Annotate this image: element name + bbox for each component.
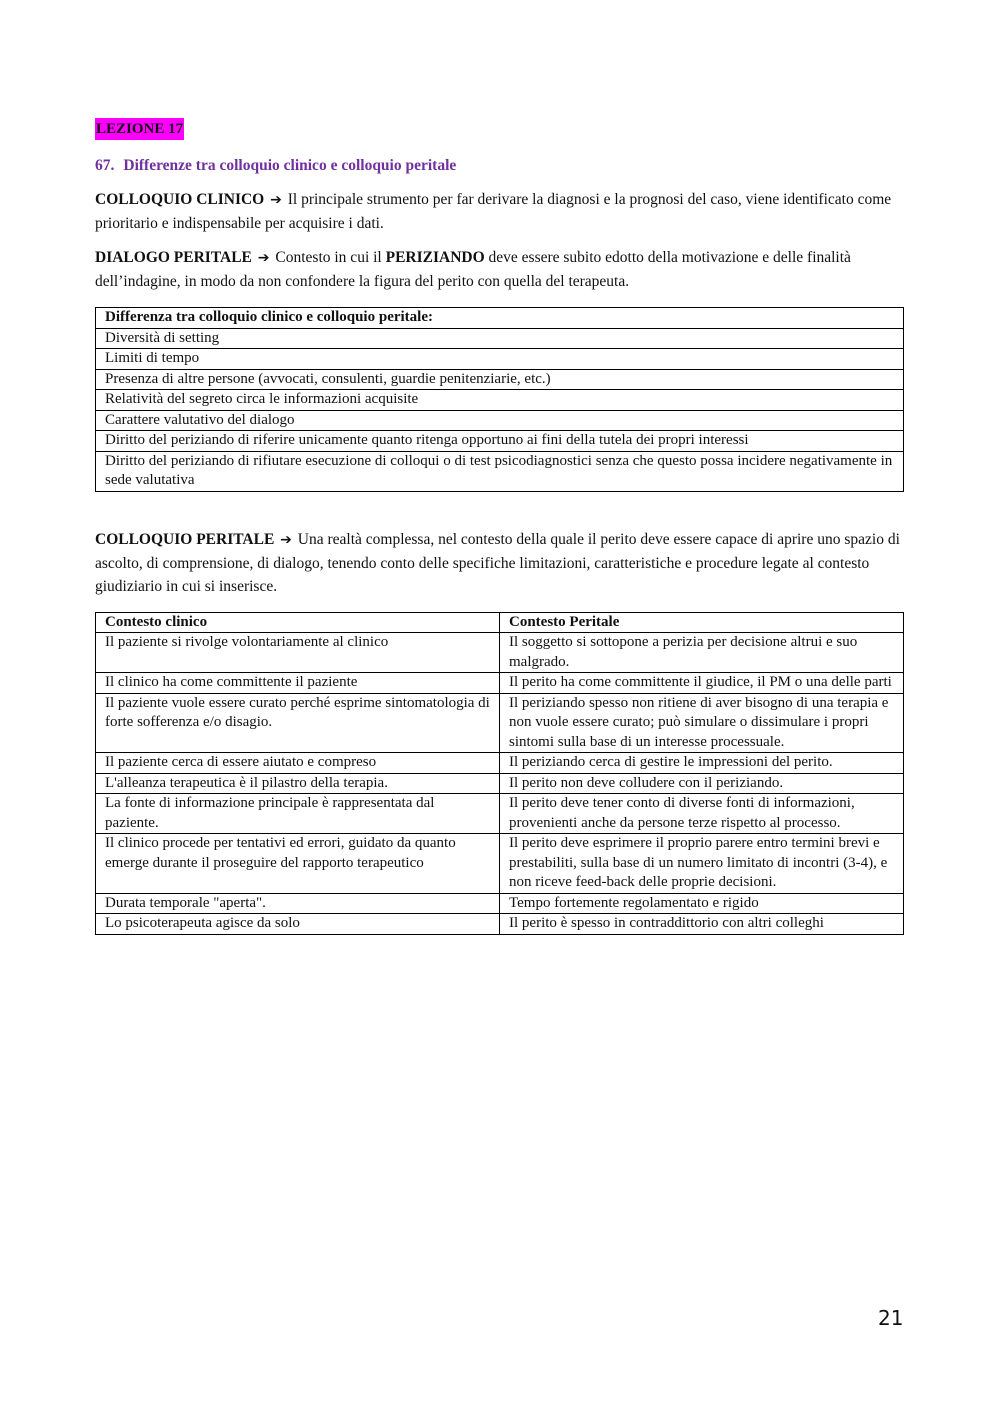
table-cell: Il periziando spesso non ritiene di aver bisogno di una terapia e non vuole essere curato; può simulare o dissimulare i propri sintomi sulla base di un interesse processuale. <box>500 693 904 753</box>
table-cell: Relatività del segreto circa le informazioni acquisite <box>96 390 904 411</box>
table-row <box>96 410 904 431</box>
table-row <box>96 390 904 411</box>
table-cell: Il perito deve esprimere il proprio parere entro termini brevi e prestabiliti, sulla base di un numero limitato di incontri (3-4), e non riceve feed-back delle proprie decisioni. <box>500 834 904 894</box>
colloquio-clinico-term: COLLOQUIO CLINICO <box>95 191 265 208</box>
dialogo-peritale-paragraph <box>95 246 904 293</box>
table-cell: L'alleanza terapeutica è il pilastro della terapia. <box>96 773 500 794</box>
table-cell: Il perito ha come committente il giudice, il PM o una delle parti <box>500 673 904 694</box>
table-row <box>96 773 904 794</box>
table-cell: Lo psicoterapeuta agisce da solo <box>96 914 500 935</box>
question-title: Differenze tra colloquio clinico e colloquio peritale <box>123 157 457 174</box>
table-cell: Il perito è spesso in contraddittorio con altri colleghi <box>500 914 904 935</box>
colloquio-clinico-paragraph <box>95 188 904 235</box>
table-header-row <box>96 612 904 633</box>
differences-table <box>95 307 904 492</box>
colloquio-peritale-paragraph <box>95 528 904 598</box>
table-row <box>96 673 904 694</box>
right-arrow-icon: ➔ <box>280 531 292 548</box>
page-content <box>95 118 904 935</box>
table-cell: Limiti di tempo <box>96 349 904 370</box>
table-row <box>96 328 904 349</box>
table-row <box>96 693 904 753</box>
column-header-clinico: Contesto clinico <box>96 612 500 633</box>
table-row <box>96 633 904 673</box>
dialogo-peritale-text-before: Contesto in cui il <box>271 249 386 266</box>
table-cell: La fonte di informazione principale è rappresentata dal paziente. <box>96 794 500 834</box>
table-header-row <box>96 308 904 329</box>
table-row <box>96 431 904 452</box>
table-cell: Il clinico procede per tentativi ed errori, guidato da quanto emerge durante il proseguire del rapporto terapeutico <box>96 834 500 894</box>
table-cell: Il paziente cerca di essere aiutato e compreso <box>96 753 500 774</box>
table-cell: Il clinico ha come committente il paziente <box>96 673 500 694</box>
table-row <box>96 794 904 834</box>
colloquio-peritale-text: Una realtà complessa, nel contesto della quale il perito deve essere capace di aprire uno spazio di ascolto, di comprensione, di dialogo, tenendo conto delle specifiche limitazioni, caratteristiche e procedure legate al contesto giudiziario in cui si inserisce. <box>95 530 900 595</box>
table-cell: Presenza di altre persone (avvocati, consulenti, guardie penitenziarie, etc.) <box>96 369 904 390</box>
table-cell: Diritto del periziando di rifiutare esecuzione di colloqui o di test psicodiagnostici senza che questo possa incidere negativamente in sede valutativa <box>96 451 904 491</box>
table-row <box>96 914 904 935</box>
table-cell: Il paziente vuole essere curato perché esprime sintomatologia di forte sofferenza e/o disagio. <box>96 693 500 753</box>
table-cell: Durata temporale "aperta". <box>96 893 500 914</box>
question-heading <box>95 155 904 177</box>
table-row <box>96 753 904 774</box>
dialogo-peritale-text-after: deve essere subito edotto della motivazione e delle finalità dell’indagine, in modo da non confondere la figura del perito con quella del terapeuta. <box>95 249 851 290</box>
colloquio-peritale-term: COLLOQUIO PERITALE <box>95 530 275 548</box>
table-row <box>96 349 904 370</box>
question-number: 67. <box>95 157 115 174</box>
page-number: 21 <box>878 1306 904 1330</box>
lesson-heading <box>95 118 904 140</box>
column-header-peritale: Contesto Peritale <box>500 612 904 633</box>
table-cell: Il paziente si rivolge volontariamente al clinico <box>96 633 500 673</box>
table-cell: Il soggetto si sottopone a perizia per decisione altrui e suo malgrado. <box>500 633 904 673</box>
differences-table-header: Differenza tra colloquio clinico e colloquio peritale: <box>96 308 904 329</box>
table-row <box>96 834 904 894</box>
table-cell: Il perito non deve colludere con il periziando. <box>500 773 904 794</box>
table-row <box>96 451 904 491</box>
table-cell: Carattere valutativo del dialogo <box>96 410 904 431</box>
table-cell: Tempo fortemente regolamentato e rigido <box>500 893 904 914</box>
right-arrow-icon: ➔ <box>257 250 270 266</box>
table-row <box>96 369 904 390</box>
right-arrow-icon: ➔ <box>270 192 282 208</box>
periziando-term: PERIZIANDO <box>385 249 485 266</box>
lesson-tag: LEZIONE 17 <box>95 118 184 140</box>
table-cell: Diversità di setting <box>96 328 904 349</box>
comparison-table <box>95 612 904 935</box>
table-row <box>96 893 904 914</box>
dialogo-peritale-term: DIALOGO PERITALE <box>95 249 252 266</box>
table-cell: Diritto del periziando di riferire unicamente quanto ritenga opportuno ai fini della tutela dei propri interessi <box>96 431 904 452</box>
colloquio-clinico-text: Il principale strumento per far derivare la diagnosi e la prognosi del caso, viene identificato come prioritario e indispensabile per acquisire i dati. <box>95 191 892 232</box>
table-cell: Il perito deve tener conto di diverse fonti di informazioni, provenienti anche da persone terze rispetto al processo. <box>500 794 904 834</box>
table-cell: Il periziando cerca di gestire le impressioni del perito. <box>500 753 904 774</box>
